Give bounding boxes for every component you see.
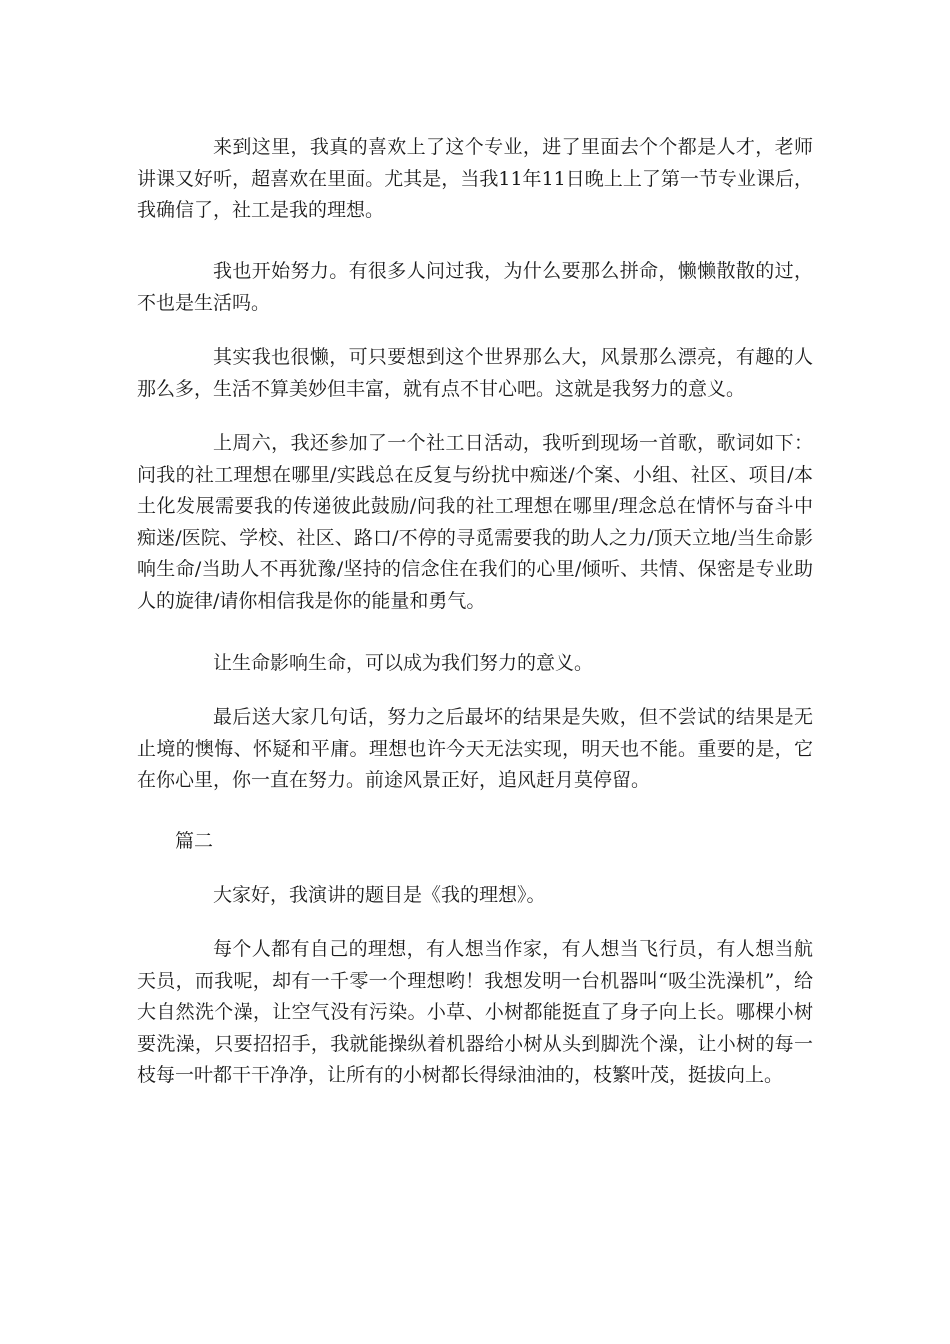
paragraph-6: 最后送大家几句话，努力之后最坏的结果是失败，但不尝试的结果是无止境的懊悔、怀疑和平庸。理想也许今天无法实现，明天也不能。重要的是，它在你心里，你一直在努力。前途风景正好，追风赶月莫停留。	[137, 706, 813, 791]
paragraph-1: 来到这里，我真的喜欢上了这个专业，进了里面去个个都是人才，老师讲课又好听，超喜欢在里面。尤其是，当我11年11日晚上上了第一节专业课后，我确信了，社工是我的理想。	[137, 136, 813, 221]
paragraph-7: 大家好，我演讲的题目是《我的理想》。	[213, 884, 546, 906]
paragraph-5: 让生命影响生命，可以成为我们努力的意义。	[213, 652, 594, 674]
paragraph-4: 上周六，我还参加了一个社工日活动，我听到现场一首歌，歌词如下：问我的社工理想在哪里/实践总在反复与纷扰中痴迷/个案、小组、社区、项目/本土化发展需要我的传递彼此鼓励/问我的社工理想在哪里/理念总在情怀与奋斗中痴迷/医院、学校、社区、路口/不停的寻觅需要我的助人之力/顶天立地/当生命影响生命/当助人不再犹豫/坚持的信念住在我们的心里/倾听、共情、保密是专业助人的旋律/请你相信我是你的能量和勇气。	[137, 432, 813, 612]
paragraph-8: 每个人都有自己的理想，有人想当作家，有人想当飞行员，有人想当航天员，而我呢，却有一千零一个理想哟！我想发明一台机器叫“吸尘洗澡机”，给大自然洗个澡，让空气没有污染。小草、小树都能挺直了身子向上长。哪棵小树要洗澡，只要招招手，我就能操纵着机器给小树从头到脚洗个澡，让小树的每一枝每一叶都干干净净，让所有的小树都长得绿油油的，枝繁叶茂，挺拔向上。	[137, 938, 813, 1086]
paragraph-2: 我也开始努力。有很多人问过我，为什么要那么拼命，懒懒散散的过，不也是生活吗。	[137, 260, 813, 314]
paragraph-3: 其实我也很懒，可只要想到这个世界那么大，风景那么漂亮，有趣的人那么多，生活不算美妙但丰富，就有点不甘心吧。这就是我努力的意义。	[137, 346, 813, 400]
section-heading: 篇二	[175, 830, 214, 852]
